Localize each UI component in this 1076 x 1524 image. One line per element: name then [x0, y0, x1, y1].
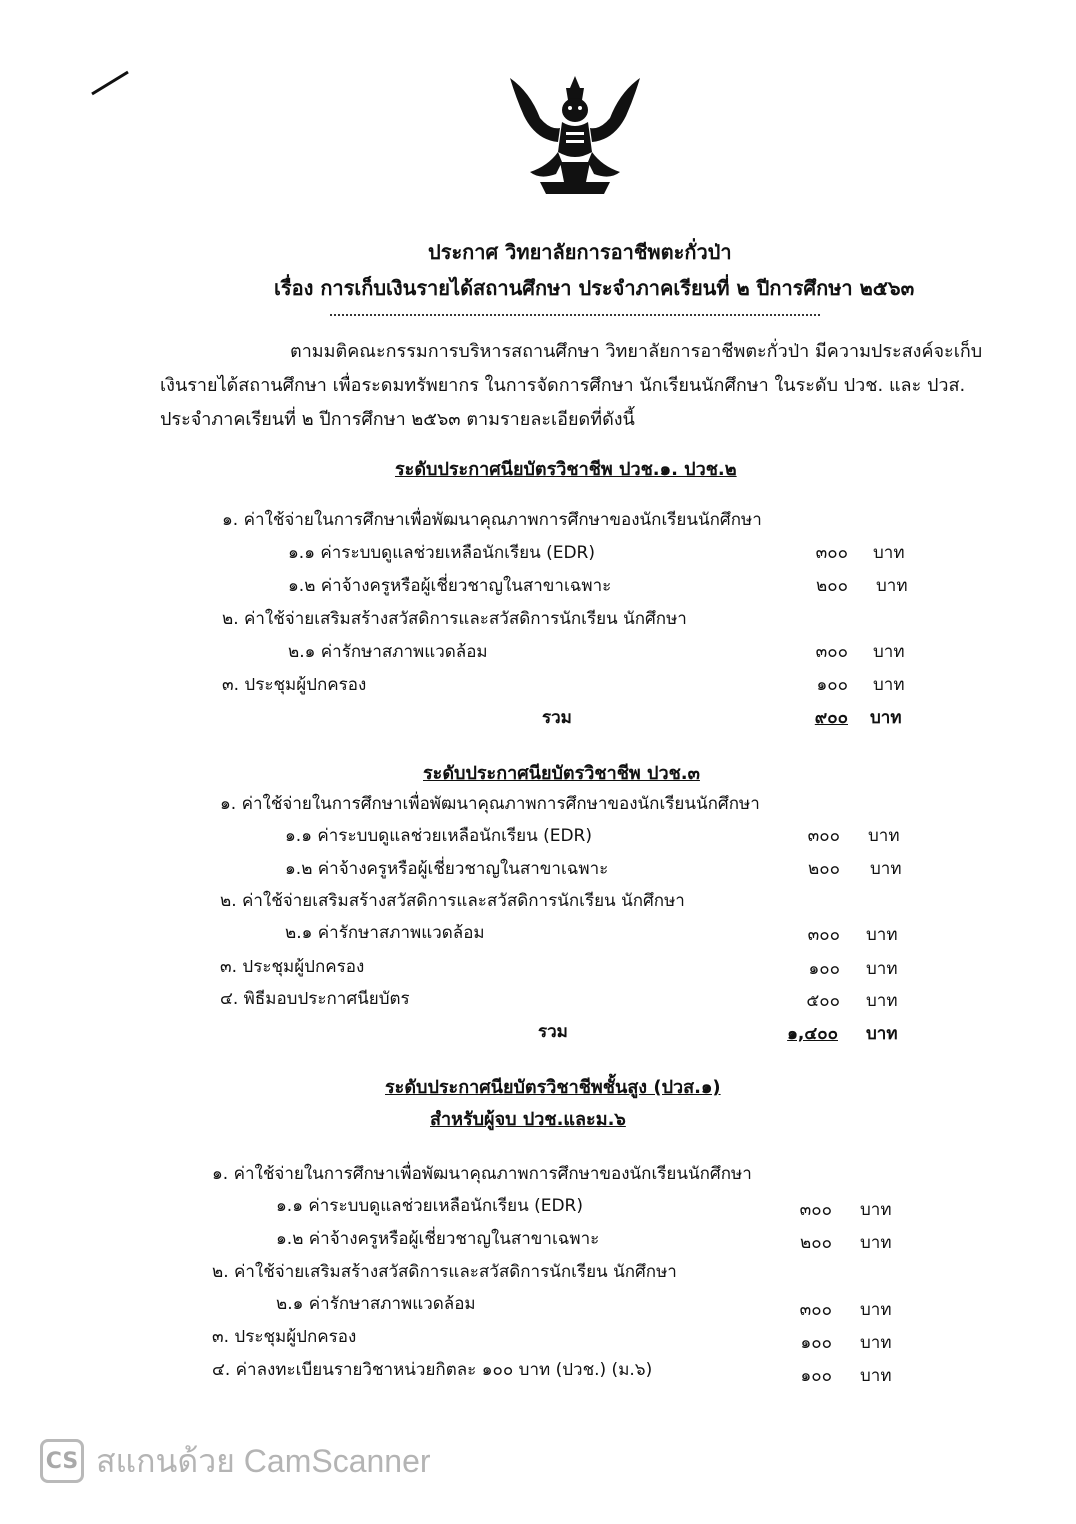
fee-item-label: ๑.๑ ค่าระบบดูแลช่วยเหลือนักเรียน (EDR)	[276, 1196, 584, 1216]
section-heading: ระดับประกาศนียบัตรวิชาชีพ ปวช.๓	[423, 763, 700, 784]
currency-unit: บาท	[873, 675, 905, 695]
fee-amount: ๑๐๐	[800, 1366, 832, 1386]
fee-item-label: ๑.๒ ค่าจ้างครูหรือผู้เชี่ยวชาญในสาขาเฉพาะ	[276, 1229, 600, 1249]
fee-item-label: ๑.๑ ค่าระบบดูแลช่วยเหลือนักเรียน (EDR)	[288, 543, 596, 563]
fee-item-label: ๒. ค่าใช้จ่ายเสริมสร้างสวัสดิการและสวัสดิการนักเรียน นักศึกษา	[212, 1262, 677, 1282]
fee-item-label: ๑.๑ ค่าระบบดูแลช่วยเหลือนักเรียน (EDR)	[285, 826, 593, 846]
fee-item-label: ๓. ประชุมผู้ปกครอง	[212, 1327, 357, 1347]
currency-unit: บาท	[873, 543, 905, 563]
announcement-title: ประกาศ วิทยาลัยการอาชีพตะกั่วป่า	[428, 240, 732, 264]
fee-item-label: ๑.๒ ค่าจ้างครูหรือผู้เชี่ยวชาญในสาขาเฉพาะ	[288, 576, 612, 596]
fee-item-label: ๔. พิธีมอบประกาศนียบัตร	[220, 989, 410, 1009]
currency-unit: บาท	[860, 1300, 892, 1320]
fee-amount: ๓๐๐	[799, 1300, 832, 1320]
announcement-subject: เรื่อง การเก็บเงินรายได้สถานศึกษา ประจำภาคเรียนที่ ๒ ปีการศึกษา ๒๕๖๓	[274, 276, 915, 300]
fee-amount: ๑๐๐	[808, 959, 840, 979]
fee-item-label: ๑. ค่าใช้จ่ายในการศึกษาเพื่อพัฒนาคุณภาพการศึกษาของนักเรียนนักศึกษา	[212, 1164, 752, 1184]
pen-stroke-mark	[88, 70, 138, 100]
currency-unit: บาท	[870, 859, 902, 879]
fee-amount: ๕๐๐	[806, 991, 840, 1011]
total-amount: ๑,๔๐๐	[787, 1024, 838, 1044]
fee-item-label: ๒.๑ ค่ารักษาสภาพแวดล้อม	[288, 642, 488, 662]
currency-unit: บาท	[866, 991, 898, 1011]
currency-unit: บาท	[873, 642, 905, 662]
intro-line-1: ตามมติคณะกรรมการบริหารสถานศึกษา วิทยาลัยการอาชีพตะกั่วป่า มีความประสงค์จะเก็บ	[290, 341, 983, 362]
fee-amount: ๒๐๐	[800, 1233, 832, 1253]
fee-amount: ๑๐๐	[816, 675, 848, 695]
fee-amount: ๒๐๐	[816, 576, 848, 596]
garuda-emblem-icon	[500, 70, 650, 200]
fee-amount: ๓๐๐	[815, 543, 848, 563]
camscanner-watermark	[40, 1436, 431, 1486]
fee-item-label: ๑. ค่าใช้จ่ายในการศึกษาเพื่อพัฒนาคุณภาพการศึกษาของนักเรียนนักศึกษา	[220, 794, 760, 814]
fee-amount: ๓๐๐	[807, 826, 840, 846]
currency-unit: บาท	[876, 576, 908, 596]
fee-item-label: ๒.๑ ค่ารักษาสภาพแวดล้อม	[276, 1294, 476, 1314]
currency-unit: บาท	[860, 1233, 892, 1253]
currency-unit: บาท	[866, 959, 898, 979]
section-heading: ระดับประกาศนียบัตรวิชาชีพ ปวช.๑. ปวช.๒	[395, 459, 737, 480]
currency-unit: บาท	[860, 1333, 892, 1353]
total-amount: ๙๐๐	[814, 708, 848, 728]
fee-amount: ๓๐๐	[815, 642, 848, 662]
fee-item-label: ๓. ประชุมผู้ปกครอง	[222, 675, 367, 695]
section-subheading: สำหรับผู้จบ ปวช.และม.๖	[430, 1109, 626, 1130]
fee-amount: ๓๐๐	[807, 925, 840, 945]
fee-item-label: ๓. ประชุมผู้ปกครอง	[220, 957, 365, 977]
currency-unit: บาท	[860, 1366, 892, 1386]
fee-item-label: ๑.๒ ค่าจ้างครูหรือผู้เชี่ยวชาญในสาขาเฉพาะ	[285, 859, 609, 879]
fee-item-label: ๔. ค่าลงทะเบียนรายวิชาหน่วยกิตละ ๑๐๐ บาท (ปวช.) (ม.๖)	[212, 1360, 653, 1380]
camscanner-logo-icon: CS	[40, 1439, 84, 1483]
intro-line-2: เงินรายได้สถานศึกษา เพื่อระดมทรัพยากร ในการจัดการศึกษา นักเรียนนักศึกษา ในระดับ ปวช. และ ปวส.	[160, 375, 966, 396]
fee-item-label: ๒. ค่าใช้จ่ายเสริมสร้างสวัสดิการและสวัสดิการนักเรียน นักศึกษา	[220, 891, 685, 911]
watermark-text: สแกนด้วย CamScanner	[96, 1442, 431, 1479]
dotted-divider	[330, 312, 820, 316]
fee-amount: ๑๐๐	[800, 1333, 832, 1353]
total-label: รวม	[542, 708, 572, 728]
fee-item-label: ๑. ค่าใช้จ่ายในการศึกษาเพื่อพัฒนาคุณภาพการศึกษาของนักเรียนนักศึกษา	[222, 510, 762, 530]
currency-unit: บาท	[868, 826, 900, 846]
total-label: รวม	[538, 1022, 568, 1042]
currency-unit: บาท	[866, 1024, 898, 1044]
section-heading: ระดับประกาศนียบัตรวิชาชีพชั้นสูง (ปวส.๑)	[385, 1077, 721, 1098]
currency-unit: บาท	[870, 708, 902, 728]
currency-unit: บาท	[866, 925, 898, 945]
fee-item-label: ๒. ค่าใช้จ่ายเสริมสร้างสวัสดิการและสวัสดิการนักเรียน นักศึกษา	[222, 609, 687, 629]
fee-amount: ๒๐๐	[808, 859, 840, 879]
fee-item-label: ๒.๑ ค่ารักษาสภาพแวดล้อม	[285, 923, 485, 943]
intro-line-3: ประจำภาคเรียนที่ ๒ ปีการศึกษา ๒๕๖๓ ตามรายละเอียดที่ดังนี้	[160, 409, 635, 430]
currency-unit: บาท	[860, 1200, 892, 1220]
fee-amount: ๓๐๐	[799, 1200, 832, 1220]
